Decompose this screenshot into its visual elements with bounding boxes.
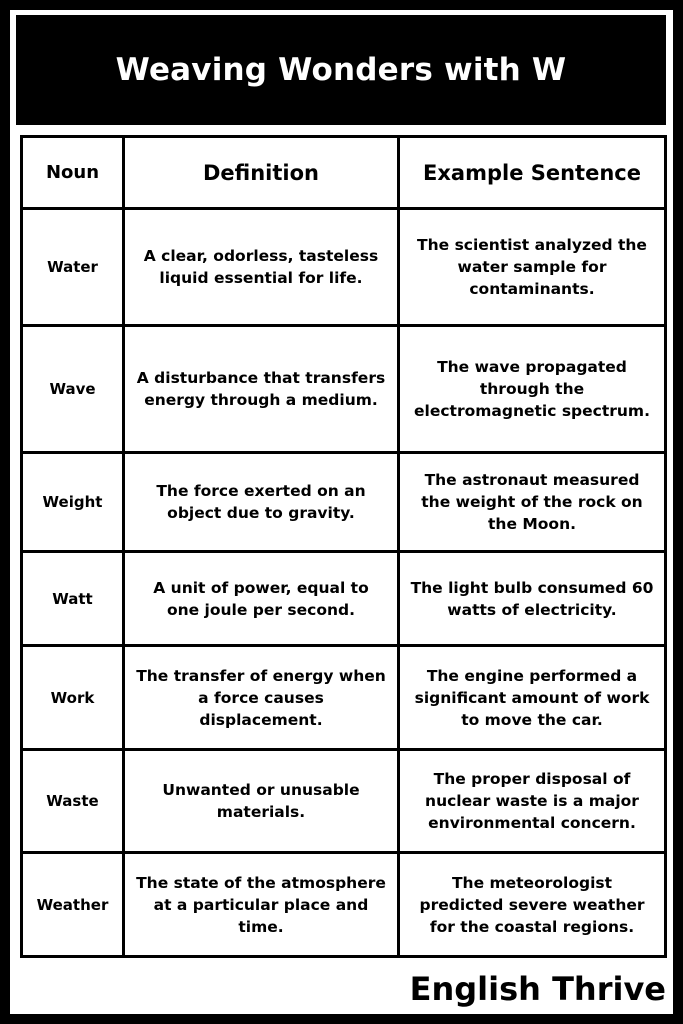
- example-cell: The light bulb consumed 60 watts of electricity.: [399, 552, 666, 646]
- title-banner: [16, 15, 666, 125]
- example-cell: The wave propagated through the electromagnetic spectrum.: [399, 326, 666, 453]
- example-cell: The astronaut measured the weight of the rock on the Moon.: [399, 453, 666, 552]
- worksheet: [10, 10, 673, 1014]
- vocabulary-table: [20, 135, 667, 958]
- definition-cell: A unit of power, equal to one joule per second.: [124, 552, 399, 646]
- noun-cell: Work: [22, 646, 124, 750]
- table-row: [22, 853, 666, 957]
- table-row: [22, 209, 666, 326]
- noun-cell: Wave: [22, 326, 124, 453]
- page-title: Weaving Wonders with W: [115, 52, 567, 88]
- brand-footer: English Thrive: [409, 970, 666, 1008]
- noun-cell: Water: [22, 209, 124, 326]
- noun-cell: Watt: [22, 552, 124, 646]
- header-noun: Noun: [22, 137, 124, 209]
- definition-cell: The state of the atmosphere at a particular place and time.: [124, 853, 399, 957]
- example-cell: The meteorologist predicted severe weather for the coastal regions.: [399, 853, 666, 957]
- definition-cell: The force exerted on an object due to gravity.: [124, 453, 399, 552]
- noun-cell: Waste: [22, 750, 124, 853]
- header-example: Example Sentence: [399, 137, 666, 209]
- noun-cell: Weight: [22, 453, 124, 552]
- table-row: [22, 646, 666, 750]
- noun-cell: Weather: [22, 853, 124, 957]
- table-row: [22, 453, 666, 552]
- table-row: [22, 552, 666, 646]
- header-row: [22, 137, 666, 209]
- example-cell: The proper disposal of nuclear waste is a major environmental concern.: [399, 750, 666, 853]
- definition-cell: The transfer of energy when a force causes displacement.: [124, 646, 399, 750]
- example-cell: The scientist analyzed the water sample for contaminants.: [399, 209, 666, 326]
- definition-cell: A clear, odorless, tasteless liquid essential for life.: [124, 209, 399, 326]
- definition-cell: Unwanted or unusable materials.: [124, 750, 399, 853]
- header-definition: Definition: [124, 137, 399, 209]
- example-cell: The engine performed a significant amount of work to move the car.: [399, 646, 666, 750]
- table-row: [22, 326, 666, 453]
- definition-cell: A disturbance that transfers energy through a medium.: [124, 326, 399, 453]
- table-row: [22, 750, 666, 853]
